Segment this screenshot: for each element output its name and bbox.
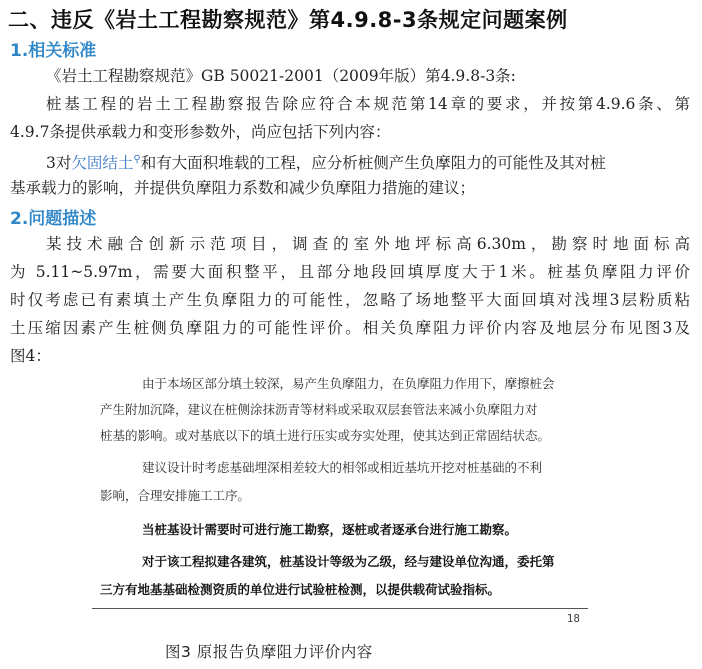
problem-line: 时仅考虑已有素填土产生负摩阻力的可能性，忽略了场地整平大面回填对浅埋3层粉质粘: [10, 291, 690, 309]
clause-item-3: [10, 147, 690, 176]
excerpt-line: 桩基的影响。或对基底以下的填土进行压实或夯实处理，使其达到正常固结状态。: [100, 428, 551, 443]
page-title: 二、违反《岩土工程勘察规范》第4.9.8-3条规定问题案例: [8, 8, 568, 32]
excerpt-line: 由于本场区部分填土较深，易产生负摩阻力，在负摩阻力作用下，摩擦桩会: [142, 376, 555, 391]
problem-line: 为 5.11~5.97m，需要大面积整平，且部分地段回填厚度大于1米。桩基负摩阻力评价: [10, 263, 690, 281]
section-heading-standards: 1.相关标准: [10, 41, 97, 61]
excerpt-line: 建议设计时考虑基础埋深相差较大的相邻或相近基坑开挖对桩基础的不利: [142, 460, 543, 475]
excerpt-bold-line: 当桩基设计需要时可进行施工勘察，逐桩或者逐承台进行施工勘察。: [142, 522, 518, 537]
excerpt-bold-line: 对于该工程拟建各建筑，桩基设计等级为乙级，经与建设单位沟通，委托第: [142, 554, 555, 569]
clause-item-3-cont: 基承载力的影响，并提供负摩阻力系数和减少负摩阻力措施的建议；: [10, 179, 476, 197]
excerpt-divider: [92, 608, 588, 609]
item-prefix: 3对: [46, 154, 72, 173]
problem-line: 土压缩因素产生桩侧负摩阻力的可能性评价。相关负摩阻力评价内容及地层分布见图3及: [10, 319, 690, 337]
underconsolidated-soil-link[interactable]: 欠固结土: [71, 154, 134, 173]
clause-line-2: 4.9.7条提供承载力和变形参数外，尚应包括下列内容：: [10, 123, 391, 141]
report-excerpt-image: [92, 366, 590, 625]
problem-line: 图4：: [10, 347, 51, 365]
page-number: 18: [566, 612, 580, 625]
excerpt-bold-line: 三方有地基基础检测资质的单位进行试验桩检测，以提供载荷试验指标。: [100, 582, 501, 597]
figure-caption: 图3 原报告负摩阻力评价内容: [165, 643, 373, 661]
problem-line: 某技术融合创新示范项目，调查的室外地坪标高6.30m，勘察时地面标高: [46, 235, 690, 253]
clause-line-1: 桩基工程的岩土工程勘察报告除应符合本规范第14章的要求，并按第4.9.6条、第: [46, 95, 690, 113]
excerpt-line: 影响，合理安排施工工序。: [100, 488, 251, 503]
section-heading-problem: 2.问题描述: [10, 209, 97, 229]
excerpt-line: 产生附加沉降，建议在桩侧涂抹沥青等材料或采取双层套管法来减小负摩阻力对: [100, 402, 538, 417]
item-rest: 和有大面积堆载的工程，应分析桩侧产生负摩阻力的可能性及其对桩: [140, 154, 606, 173]
standard-reference: 《岩土工程勘察规范》GB 50021-2001（2009年版）第4.9.8-3条:: [46, 67, 516, 85]
search-icon[interactable]: ⚲: [133, 154, 141, 165]
